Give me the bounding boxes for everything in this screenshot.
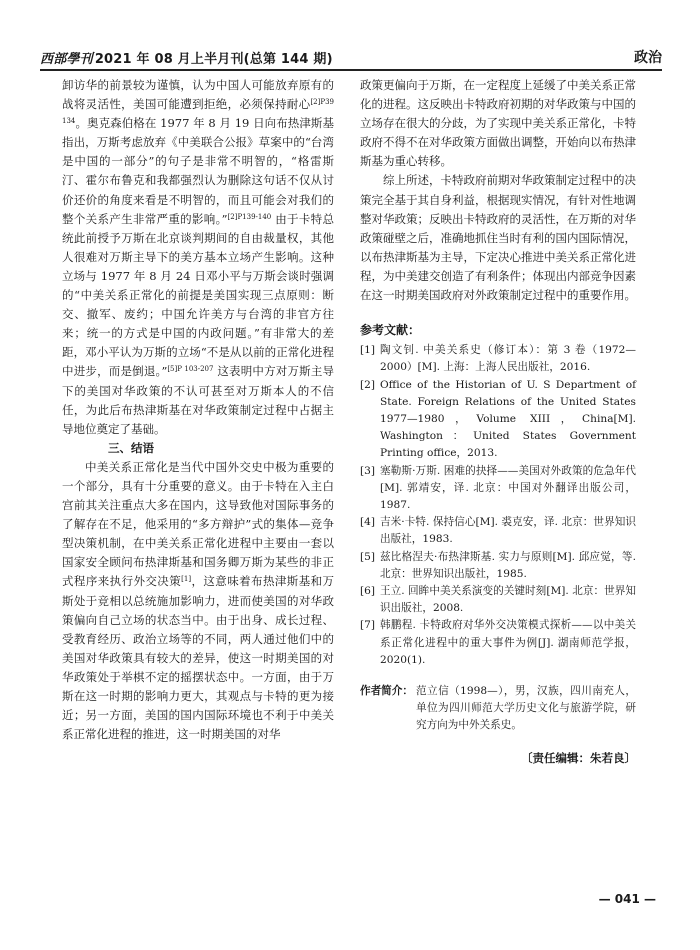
citation: [1] xyxy=(181,575,192,584)
paragraph-text: 卸访华的前景较为谨慎，认为中国人可能放弃原有的战将灵活性，美国可能遭到拒绝，必须保持耐心 xyxy=(62,78,334,112)
reference-number: [6] xyxy=(360,585,376,598)
author-bio xyxy=(360,683,636,735)
reference-item xyxy=(360,514,636,548)
journal-logo: 西部學刊 xyxy=(40,52,93,67)
author-text: 范立信（1998—），男，汉族，四川南充人，单位为四川师范大学历史文化与旅游学院，研究方向为中外关系史。 xyxy=(416,685,636,732)
editor-credit: 〔责任编辑：朱若良〕 xyxy=(521,750,636,765)
paragraph-text: 。奥克森伯格在 1977 年 8 月 19 日向布热津斯基指出，万斯考虑放弃《中美联合公报》草案中的“台湾是中国的一部分”的句子是非常不明智的，“格雷斯汀、霍尔布鲁克和我都强烈认为删除这句话不仅从讨价还价的角度来看是不明智的，而且可能会对我们的整个关系产生非常严重的影响。” xyxy=(62,116,334,226)
reference-item xyxy=(360,549,636,583)
reference-number: [7] xyxy=(360,619,376,632)
author-label: 作者简介： xyxy=(360,685,413,698)
references-list xyxy=(360,342,636,669)
reference-item xyxy=(360,617,636,669)
paragraph xyxy=(62,76,334,439)
paragraph: 政策更偏向于万斯，在一定程度上延缓了中美关系正常化的进程。这反映出卡特政府初期的对华政策与中国的立场存在很大的分歧，为了实现中美关系正常化，卡特政府不得不在对华政策方面做出调整，开始向以布热津斯基为重心转移。 xyxy=(360,78,636,169)
citation: [5]P 103-207 xyxy=(167,365,214,374)
reference-text: 王立. 回眸中美关系演变的关键时刻[M]. 北京：世界知识出版社，2008. xyxy=(380,585,636,615)
paragraph: 综上所述，卡特政府前期对华政策制定过程中的决策完全基于其自身利益，根据现实情况，有针对性地调整对华政策；反映出卡特政府的灵活性，在万斯的对华政策碰壁之后，准确地抓住当时有利的国内国际情况，以布热津斯基为主导，下定决心推进中美关系正常化进程，为中美建交创造了有利条件；体现出内部竞争因素在这一时期美国政府对外政策制定过程中的重要作用。 xyxy=(360,173,636,303)
page-header xyxy=(40,47,662,71)
citation: [2]P139-140 xyxy=(227,212,272,221)
citation: [2]P39 134 xyxy=(62,98,334,126)
reference-text: 韩鹏程. 卡特政府对华外交决策模式探析——以中美关系正常化进程中的重大事件为例[J]. 湖南师范学报，2020(1). xyxy=(380,619,636,666)
references-heading: 参考文献： xyxy=(360,323,421,338)
reference-text: Office of the Historian of U. S Department of State. Foreign Relations of the United States 1977—1980，Volume XIII，China[M]. Washington：United States Government Printing office，2013. xyxy=(380,378,636,460)
left-column xyxy=(62,76,334,744)
reference-number: [5] xyxy=(360,550,376,563)
reference-number: [3] xyxy=(360,464,376,477)
section-label: 政治 xyxy=(634,50,662,66)
reference-text: 兹比格涅夫·布热津斯基. 实力与原则[M]. 邱应觉，等. 北京：世界知识出版社，1985. xyxy=(380,550,636,580)
reference-number: [2] xyxy=(360,378,376,391)
paragraph-text: 由于卡特总统此前授予万斯在北京谈判期间的自由裁量权，其他人很难对万斯主导下的美方基本立场产生影响。这种立场与 1977 年 8 月 24 日邓小平与万斯会谈时强调的“中美关系正常化的前提是美国实现三点原则：断交、撤军、废约；中国允许美方与台湾的非官方往来；统一的方式是中国的内政问题。”有非常大的差距，邓小平认为万斯的立场“不是从以前的正常化进程中进步，而是倒退。” xyxy=(62,211,334,379)
reference-text: 塞勒斯·万斯. 困难的抉择——美国对外政策的危急年代[M]. 郭靖安，译. 北京：中国对外翻译出版公司，1987. xyxy=(380,464,636,512)
paragraph-text: ，这意味着布热津斯基和万斯处于竞相以总统施加影响力，进而使美国的对华政策偏向自己立场的状态当中。由于出身、成长过程、受教育经历、政治立场等的不同，两人通过他们中的美国对华政策具有较大的差异，使这一时期美国的对华政策处于举棋不定的摇摆状态中。一方面，由于万斯在这一时期的影响力更大，其观点与卡特的更为接近；另一方面，美国的国内国际环境也不利于中美关系正常化进程的推进，这一时期美国的对华 xyxy=(62,574,335,742)
reference-text: 吉米·卡特. 保持信心[M]. 裘克安，译. 北京：世界知识出版社，1983. xyxy=(380,516,636,546)
journal-issue: 2021 年 08 月上半月刊(总第 144 期) xyxy=(94,52,333,67)
reference-item xyxy=(360,463,636,515)
page-number: — 041 — xyxy=(598,892,656,906)
right-column xyxy=(360,76,636,768)
paragraph-text: 中美关系正常化是当代中国外交史中极为重要的一个部分，具有十分重要的意义。由于卡特在入主白宫前其关注重点大多在国内，这导致他对国际事务的了解存在不足，他采用的“多方辩护”式的集体—竞争型决策机制，在中美关系正常化进程中主要由一套以国家安全顾问布热津斯基和国务卿万斯为某些的非正式程序来执行外交决策 xyxy=(62,459,334,589)
reference-number: [4] xyxy=(360,516,376,529)
reference-number: [1] xyxy=(360,344,376,357)
paragraph-text: 这表明中方对万斯主导下的美国对华政策的不认可甚至对万斯本人的不信任，为此后布热津斯基在对华政策制定过程中占据主导地位奠定了基础。 xyxy=(62,364,335,436)
reference-text: 陶文钊. 中美关系史（修订本）：第 3 卷（1972—2000）[M]. 上海：上海人民出版社，2016. xyxy=(380,344,636,374)
journal-title xyxy=(40,48,333,67)
reference-item xyxy=(360,342,636,376)
reference-item xyxy=(360,377,636,463)
section-heading: 三、结语 xyxy=(108,440,154,455)
paragraph xyxy=(62,458,334,744)
reference-item xyxy=(360,583,636,617)
